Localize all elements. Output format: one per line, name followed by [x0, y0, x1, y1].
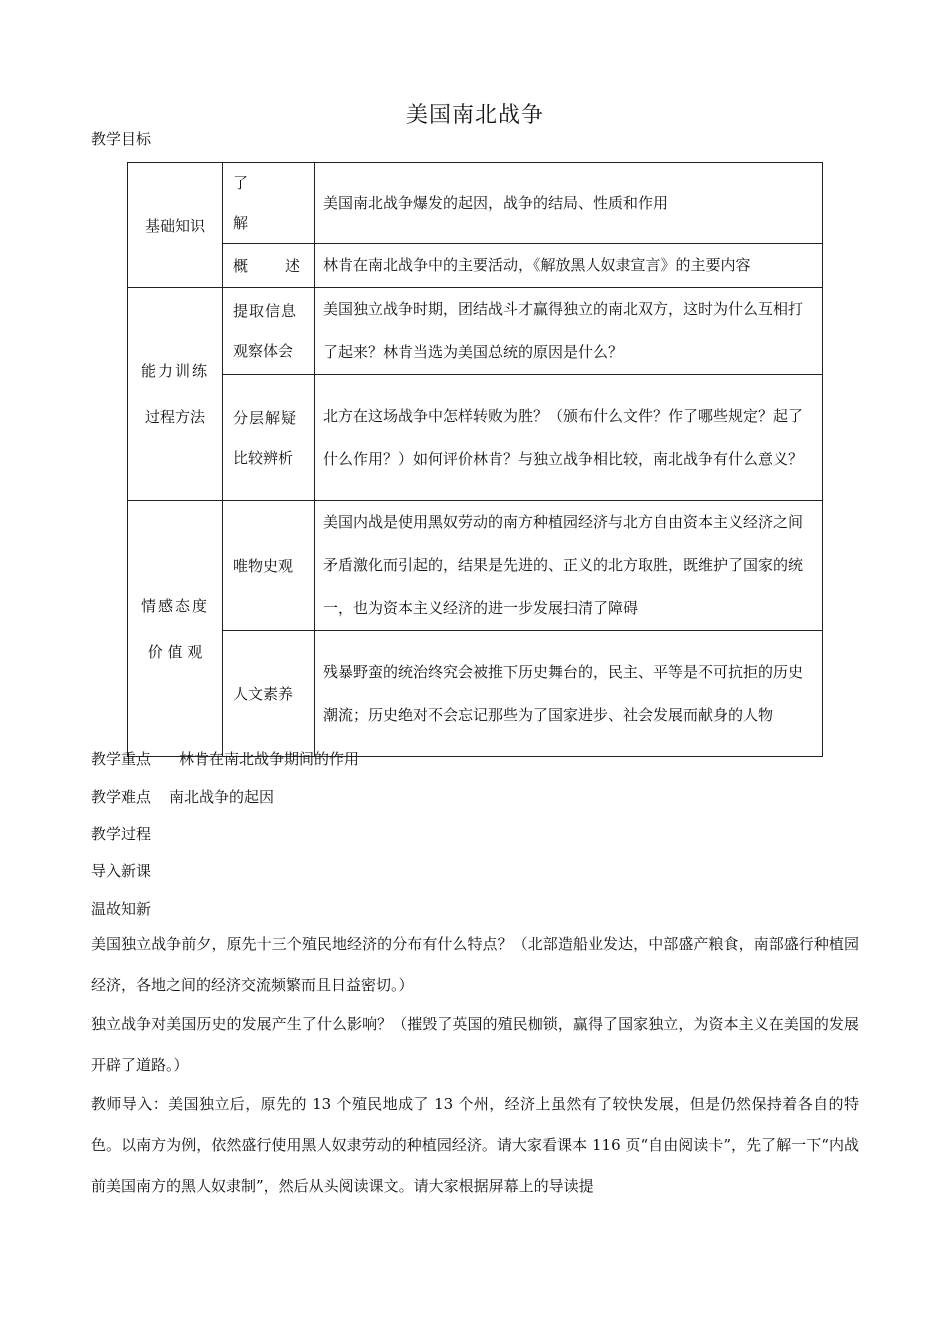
subcategory-understand-bottom: 解	[233, 214, 249, 232]
content-cell: 美国独立战争时期，团结战斗才赢得独立的南北双方，这时为什么互相打了起来？林肯当选为美国总统的原因是什么？	[315, 288, 823, 375]
category-ability-line2: 过程方法	[144, 408, 205, 426]
intro-label: 导入新课	[91, 862, 152, 880]
difficulty-label: 教学难点	[91, 788, 152, 806]
content-cell: 美国内战是使用黑奴劳动的南方种植园经济与北方自由资本主义经济之间矛盾激化而引起的，结果是先进的、正义的北方取胜，既维护了国家的统一，也为资本主义经济的进一步发展扫清了障碍	[315, 501, 823, 631]
table-row	[128, 288, 823, 375]
subcategory-cell	[223, 163, 315, 244]
content-cell: 残暴野蛮的统治终究会被推下历史舞台的，民主、平等是不可抗拒的历史潮流；历史绝对不会忘记那些为了国家进步、社会发展而献身的人物	[315, 631, 823, 757]
table-row	[128, 163, 823, 244]
table-row	[128, 501, 823, 631]
table-row	[128, 631, 823, 757]
table-row	[128, 244, 823, 288]
page-title: 美国南北战争	[405, 103, 544, 128]
subcategory-outline-b: 述	[284, 257, 300, 275]
content-cell: 林肯在南北战争中的主要活动，《解放黑人奴隶宣言》的主要内容	[315, 244, 823, 288]
review-label: 温故知新	[91, 900, 152, 918]
table-row	[128, 375, 823, 501]
subcategory-understand-top: 了	[233, 174, 249, 192]
objectives-label: 教学目标	[91, 130, 152, 148]
subcategory-cell	[223, 375, 315, 501]
key-point-label: 教学重点	[91, 750, 152, 768]
subcategory-cell	[223, 244, 315, 288]
category-cell	[128, 163, 223, 288]
process-label: 教学过程	[91, 825, 152, 843]
category-cell	[128, 288, 223, 501]
paragraph: 独立战争对美国历史的发展产生了什么影响？（摧毁了英国的殖民枷锁，赢得了国家独立，为资本主义在美国的发展开辟了道路。）	[91, 1015, 859, 1074]
subcategory-cell	[223, 288, 315, 375]
key-point-value: 林肯在南北战争期间的作用	[179, 750, 360, 768]
category-cell	[128, 501, 223, 757]
paragraph: 教师导入：美国独立后，原先的 13 个殖民地成了 13 个州，经济上虽然有了较快发展，但是仍然保持着各自的特色。以南方为例，依然盛行使用黑人奴隶劳动的种植园经济。请大家看课本 116 页“自由阅读卡”，先了解一下“内战前美国南方的黑人奴隶制”，然后从头阅读课文。请大家根据屏幕上的导读提	[91, 1095, 859, 1195]
subcategory-compare: 比较辨析	[233, 448, 294, 467]
subcategory-outline-a: 概	[233, 257, 249, 275]
paragraph: 美国独立战争前夕，原先十三个殖民地经济的分布有什么特点？（北部造船业发达，中部盛产粮食，南部盛行种植园经济，各地之间的经济交流频繁而且日益密切。）	[91, 935, 859, 994]
subcategory-humanities: 人文素养	[223, 631, 315, 757]
subcategory-materialism: 唯物史观	[223, 501, 315, 631]
subcategory-layered: 分层解疑	[233, 408, 298, 427]
difficulty-value: 南北战争的起因	[169, 788, 275, 806]
category-ability-line1: 能力训练	[140, 362, 209, 380]
content-cell: 北方在这场战争中怎样转败为胜？（颁布什么文件？作了哪些规定？起了什么作用？）如何评价林肯？与独立战争相比较，南北战争有什么意义？	[315, 375, 823, 501]
content-cell: 美国南北战争爆发的起因，战争的结局、性质和作用	[315, 163, 823, 244]
subcategory-observe: 观察体会	[233, 342, 294, 360]
difficulty	[91, 786, 274, 807]
category-attitude-line1: 情感态度	[140, 596, 209, 615]
subcategory-extract: 提取信息	[233, 302, 298, 320]
objectives-table	[127, 162, 823, 757]
category-basic: 基础知识	[144, 216, 205, 235]
category-attitude-line2: 价 值 观	[147, 642, 203, 661]
key-point	[91, 748, 359, 769]
